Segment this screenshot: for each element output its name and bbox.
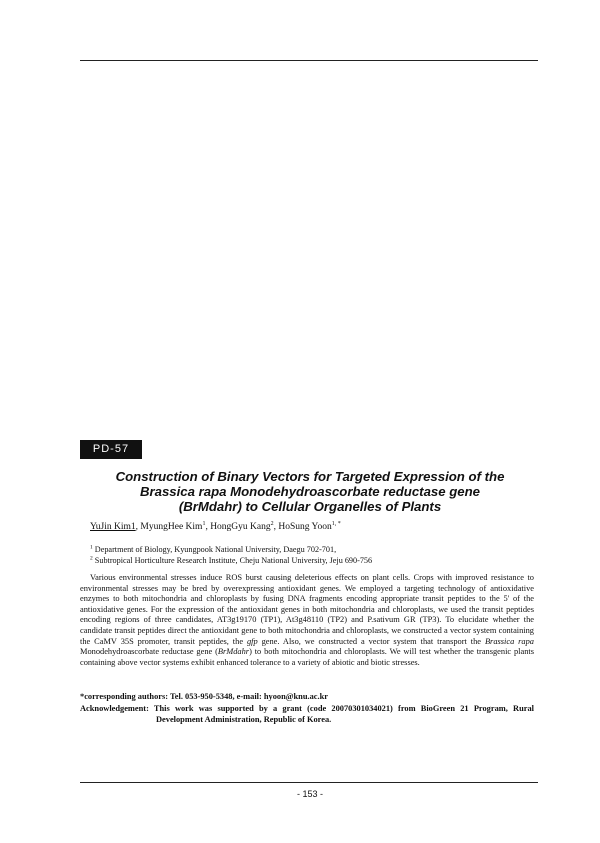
page-number: - 153 - (296, 789, 323, 799)
bottom-rule (80, 782, 538, 783)
abstract-text: Monodehydroascorbate reductase gene ( (80, 647, 218, 657)
abstract-paragraph (80, 573, 534, 668)
corresponding-author-contact: *corresponding authors: Tel. 053-950-5348, e-mail: hyoon@knu.ac.kr (80, 692, 328, 701)
affiliation-list (90, 544, 530, 566)
title-line-3: (BrMdahr) to Cellular Organelles of Plants (178, 499, 442, 514)
affiliation-mark: 1 (90, 544, 93, 551)
abstract-gfp-term: gfp (246, 636, 258, 646)
affiliation-item (90, 544, 530, 555)
abstract-text: gene. Also, we constructed a vector system that transport the (257, 636, 485, 646)
author-list: YuJin Kim1, MyungHee Kim$^1$, HongGyu Kang$^2$, HoSung Yoon$^{1, *}$ (90, 520, 341, 532)
affiliation-item (90, 555, 530, 566)
paper-title (80, 469, 540, 514)
affiliation-mark: 2 (90, 555, 93, 562)
author-affiliation-mark: 2 (270, 520, 274, 527)
affiliation-text: Department of Biology, Kyungpook National University, Daegu 702-701, (94, 545, 337, 554)
top-rule (80, 60, 538, 61)
author-name: YuJin Kim1 (90, 522, 136, 532)
abstract-text: Various environmental stresses induce ROS burst causing deleterious effects on plant cells. Crops with improved resistance to environmental stresses may be bred by overexpressing antioxidant genes. We employed a targeting technology of antioxidative enzymes to both mitochondria and chloroplasts by fusing DNA fragments encoding appropriate transit peptides to the 5' of the antioxidative genes. For the expression of the antioxidant genes in both mitochondria and chloroplasts, we used the transit peptides encoding regions of three candidates, AT3g19170 (TP1), At3g48110 (TP2) and P.sativum GR (TP3). To elucidate whether the candidate transit peptides direct the antioxidant gene to both mitochondria and chloroplasts, we constructed a vector system containing the CaMV 35S promoter, transit peptides, the (80, 573, 534, 646)
abstract-gene-name: BrMdahr (217, 647, 250, 657)
abstract-species-name: Brassica rapa (484, 636, 534, 646)
author-name: HoSung Yoon (278, 522, 332, 532)
paper-code-badge: PD-57 (80, 440, 142, 459)
acknowledgement: Acknowledgement: This work was supported by a grant (code 20070301034021) from BioGreen 21 Program, Rural Development Administration, Republic of Korea. (80, 704, 534, 724)
author-name: MyungHee Kim (140, 522, 203, 532)
author-affiliation-mark: 1, * (331, 520, 341, 527)
author-affiliation-mark: 1 (202, 520, 206, 527)
author-name: HongGyu Kang (210, 522, 271, 532)
abstract-text: ) to both mitochondria and chloroplasts. We will test whether the transgenic plants containing above vector systems exhibit enhanced tolerance to a variety of abiotic and biotic stresses. (80, 647, 534, 667)
title-line-2: Brassica rapa Monodehydroascorbate reductase gene (139, 484, 481, 499)
title-line-1: Construction of Binary Vectors for Targeted Expression of the (115, 469, 505, 484)
affiliation-text: Subtropical Horticulture Research Institute, Cheju National University, Jeju 690-756 (94, 556, 373, 565)
